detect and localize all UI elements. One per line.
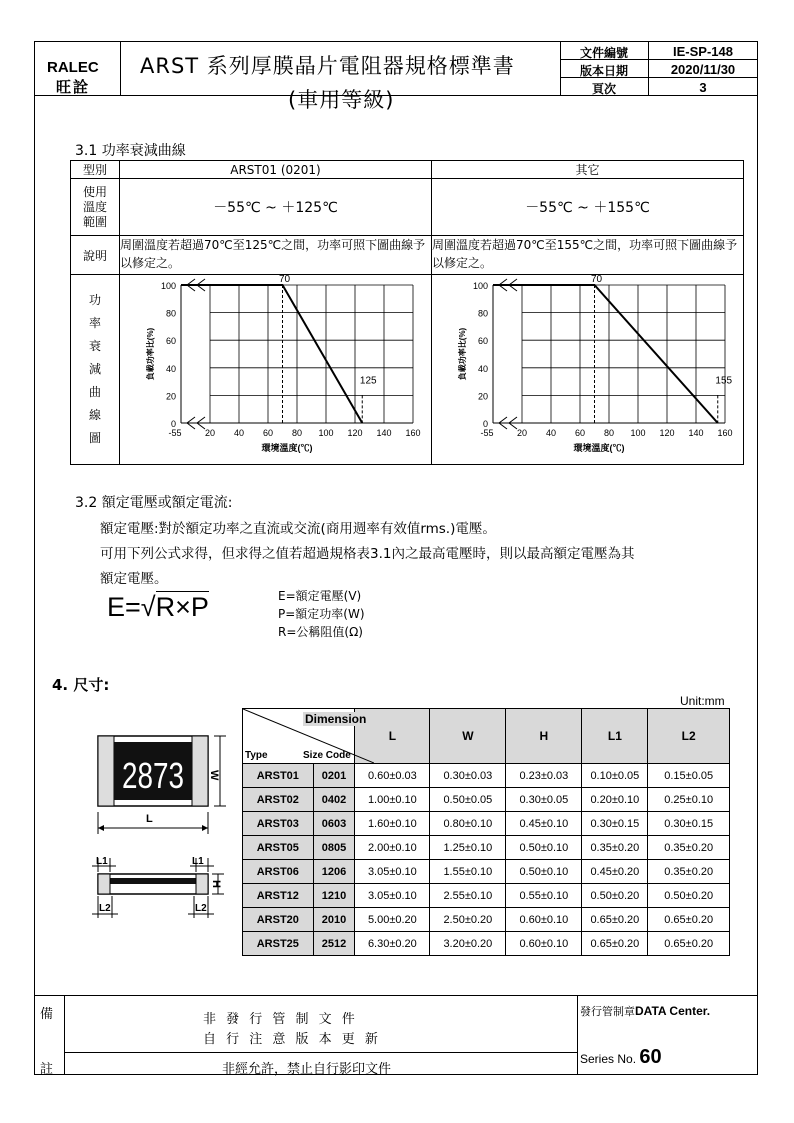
dimension-value: 0.50±0.20 [648,884,730,908]
version-date: 2020/11/30 [670,62,736,77]
table-row [243,812,730,836]
type-b: 其它 [432,161,744,179]
x-axis-label: 環境溫度(℃) [261,443,313,453]
temp-b: －55℃ ~ ＋155℃ [432,179,744,236]
row-size-code: 1210 [313,884,355,908]
y-tick-label: 80 [477,308,488,319]
x-axis-label: 環境溫度(℃) [573,443,625,453]
footer-vline [577,995,578,1075]
doc-title: ARST 系列厚膜晶片電阻器規格標準書 [140,54,515,78]
dimension-value: 3.05±0.10 [355,860,430,884]
stamp-value: DATA Center. [635,1004,711,1018]
section-32-title: 3.2 額定電壓或額定電流: [75,495,233,511]
dim-w-label: W [208,770,220,781]
x-tick-label: 40 [545,428,557,438]
x-tick-label: 80 [603,428,615,438]
col-l: L [355,709,430,764]
row-desc-label: 說明 [71,236,120,275]
row-curve-label: 功率衰減曲線圖 [89,293,102,445]
brand-zh: 旺詮 [56,79,91,96]
version-date-label: 版本日期 [579,64,628,78]
dimension-value: 0.60±0.10 [506,908,582,932]
x-tick-label: -55 [480,428,494,438]
row-type: ARST02 [243,788,314,812]
dimension-value: 0.15±0.05 [648,764,730,788]
y-axis-label: 負載功率比(%) [146,327,155,381]
dimension-value: 0.65±0.20 [582,932,648,956]
dimension-value: 3.05±0.10 [355,884,430,908]
end-annotation: 155 [715,375,733,387]
def-p: P=額定功率(W) [278,607,365,621]
dimension-value: 0.60±0.03 [355,764,430,788]
footer-vline [64,995,65,1075]
y-tick-label: 0 [482,419,488,429]
y-tick-label: 100 [472,281,488,291]
dimension-value: 1.25±0.10 [430,836,506,860]
dimension-value: 3.20±0.20 [430,932,506,956]
doc-no: IE-SP-148 [673,44,733,59]
col-l1: L1 [582,709,648,764]
section-31-title: 3.1 功率衰減曲線 [75,143,186,159]
x-tick-label: 140 [688,428,704,438]
x-tick-label: 100 [630,428,646,438]
x-tick-label: 160 [717,428,733,438]
stamp [580,1003,710,1019]
derating-table [70,160,744,465]
x-tick-label: 60 [262,428,274,438]
footer-divider [34,995,758,996]
x-tick-label: 20 [204,428,216,438]
footer-bei: 備 [40,1007,54,1022]
dimension-value: 2.50±0.20 [430,908,506,932]
def-r: R=公稱阻值(Ω) [278,625,363,639]
dimension-value: 1.55±0.10 [430,860,506,884]
derating-curve [493,285,718,423]
row-size-code: 0402 [313,788,355,812]
x-tick-label: 100 [318,428,334,438]
x-tick-label: 120 [347,428,363,438]
notice-line2: 自 行 注 意 版 本 更 新 [203,1032,381,1047]
dimension-value: 0.50±0.10 [506,836,582,860]
y-tick-label: 20 [477,391,488,402]
dimension-value: 0.65±0.20 [648,908,730,932]
derating-chart-others [435,275,740,461]
x-tick-label: 140 [376,428,392,438]
row-type: ARST01 [243,764,314,788]
table-row [243,836,730,860]
stamp-label: 發行管制章 [580,1005,635,1018]
dimension-value: 0.65±0.20 [582,908,648,932]
x-tick-label: 120 [659,428,675,438]
type-a: ARST01 (0201) [120,161,432,179]
derating-chart-arst01 [123,275,428,461]
row-type: ARST25 [243,932,314,956]
derating-curve [181,285,362,423]
y-tick-label: 80 [165,308,176,319]
formula-left: E= [107,592,141,622]
dimension-value: 2.00±0.10 [355,836,430,860]
table-row [243,764,730,788]
voltage-formula [107,592,209,623]
notice-line3: 非經允許，禁止自行影印文件 [222,1062,392,1077]
dimension-value: 6.30±0.20 [355,932,430,956]
row-type-label: 型別 [71,161,120,179]
dim-l-label: L [146,813,153,825]
y-axis-label: 負載功率比(%) [458,327,467,381]
dimension-value: 0.35±0.20 [648,860,730,884]
chip-dimension-drawing [88,728,238,943]
dimension-value: 1.60±0.10 [355,812,430,836]
header-vline [120,41,121,95]
dimension-value: 0.65±0.20 [648,932,730,956]
sqrt-symbol: √ [140,592,156,622]
dimension-value: 0.30±0.05 [506,788,582,812]
row-size-code: 2010 [313,908,355,932]
chip-marking: 2873 [122,755,184,796]
row-size-code: 0201 [313,764,355,788]
knee-annotation: 70 [278,275,291,285]
table-row [243,788,730,812]
dimension-table [242,708,730,956]
dimension-value: 1.00±0.10 [355,788,430,812]
y-tick-label: 40 [165,363,176,374]
row-type: ARST03 [243,812,314,836]
col-w: W [430,709,506,764]
section-4-title: 4. 尺寸: [52,676,110,694]
dimension-value: 0.50±0.10 [506,860,582,884]
formula-radicand: R×P [155,592,209,622]
header-divider [34,95,758,96]
row-temp-label: 使用溫度範圍 [83,184,108,229]
dimension-value: 0.80±0.10 [430,812,506,836]
series-label: Series No. [580,1052,637,1066]
dimension-value: 2.55±0.10 [430,884,506,908]
dimension-value: 0.55±0.10 [506,884,582,908]
row-type: ARST12 [243,884,314,908]
hdr-type: Type [245,750,268,761]
dimension-value: 0.50±0.05 [430,788,506,812]
y-tick-label: 0 [170,419,176,429]
dim-l1-label-right: L1 [192,856,204,867]
desc-b: 周圍溫度若超過70℃至155℃之間，功率可照下圖曲線予以修定之。 [432,236,744,275]
dimension-value: 0.23±0.03 [506,764,582,788]
dimension-value: 0.10±0.05 [582,764,648,788]
x-tick-label: 60 [574,428,586,438]
col-l2: L2 [648,709,730,764]
table-row [243,932,730,956]
table-row [243,860,730,884]
dimension-value: 0.30±0.03 [430,764,506,788]
temp-a: －55℃ ~ ＋125℃ [120,179,432,236]
footer-hline [64,1052,577,1053]
hdr-size-code: Size Code [303,750,351,761]
table-row [243,908,730,932]
footer-zhu: 註 [40,1062,54,1077]
page-label: 頁次 [591,82,616,96]
y-tick-label: 60 [477,336,488,347]
row-type: ARST20 [243,908,314,932]
dimension-value: 0.50±0.20 [582,884,648,908]
series-number [580,1046,662,1069]
dim-l2-label-right: L2 [195,903,207,914]
dimension-value: 0.20±0.10 [582,788,648,812]
page-number: 3 [699,80,707,95]
dimension-value: 0.25±0.10 [648,788,730,812]
knee-annotation: 70 [590,275,603,285]
x-tick-label: 80 [291,428,303,438]
doc-no-label: 文件編號 [579,46,628,60]
y-tick-label: 20 [165,391,176,402]
dim-h-label: H [210,880,222,888]
section-32-line3: 額定電壓。 [100,571,168,587]
y-tick-label: 40 [477,363,488,374]
row-size-code: 0603 [313,812,355,836]
dimension-value: 0.35±0.20 [648,836,730,860]
def-e: E=額定電壓(V) [278,589,362,603]
x-tick-label: 20 [516,428,528,438]
hdr-dimension: Dimension [305,712,367,726]
series-value: 60 [639,1046,662,1068]
desc-a: 周圍溫度若超過70℃至125℃之間，功率可照下圖曲線予以修定之。 [120,236,432,275]
dimension-value: 0.30±0.15 [582,812,648,836]
y-tick-label: 100 [160,281,176,291]
brand-en: RALEC [47,59,99,76]
col-h: H [506,709,582,764]
row-type: ARST06 [243,860,314,884]
unit-label: Unit:mm [680,694,725,708]
dim-l2-label-left: L2 [99,903,111,914]
notice-line1: 非 發 行 管 制 文 件 [203,1012,358,1027]
row-size-code: 0805 [313,836,355,860]
row-size-code: 1206 [313,860,355,884]
dimension-value: 0.45±0.20 [582,860,648,884]
end-annotation: 125 [359,375,377,387]
x-tick-label: 40 [233,428,245,438]
dimension-value: 5.00±0.20 [355,908,430,932]
section-32-line1: 額定電壓:對於額定功率之直流或交流(商用週率有效值rms.)電壓。 [100,521,496,537]
dim-l1-label-left: L1 [96,856,108,867]
table-row [243,884,730,908]
row-type: ARST05 [243,836,314,860]
doc-subtitle: (車用等級) [288,88,395,112]
dimension-value: 0.30±0.15 [648,812,730,836]
section-32-line2: 可用下列公式求得，但求得之值若超過規格表3.1內之最高電壓時，則以最高額定電壓為其 [100,546,635,562]
dimension-value: 0.35±0.20 [582,836,648,860]
dimension-value: 0.60±0.10 [506,932,582,956]
dimension-value: 0.45±0.10 [506,812,582,836]
y-tick-label: 60 [165,336,176,347]
row-size-code: 2512 [313,932,355,956]
x-tick-label: -55 [168,428,182,438]
x-tick-label: 160 [405,428,421,438]
